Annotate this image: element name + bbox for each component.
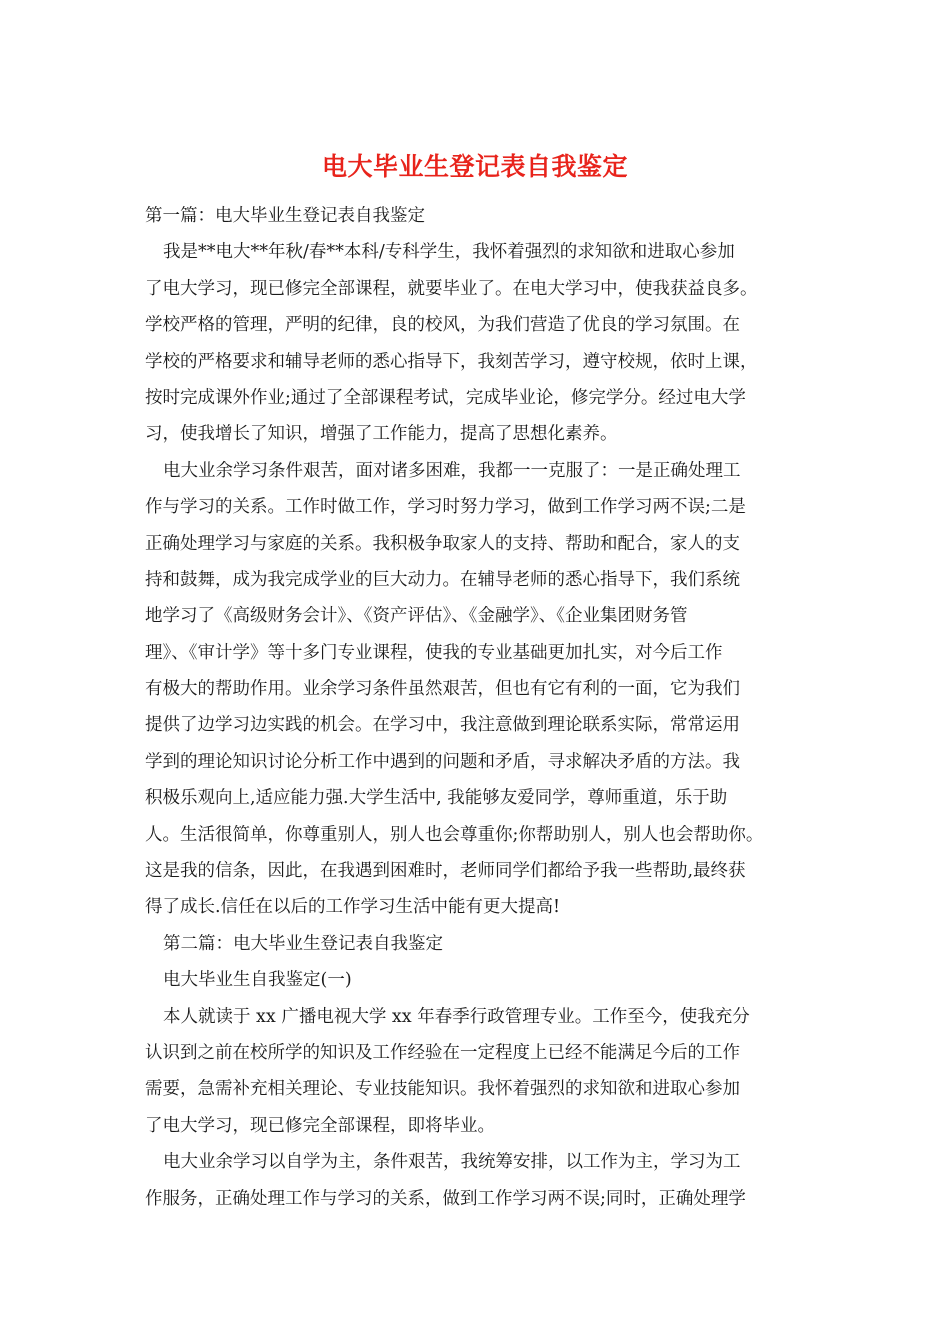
- text-line: 持和鼓舞，成为我完成学业的巨大动力。在辅导老师的悉心指导下，我们系统: [145, 569, 740, 590]
- text-line: 了电大学习，现已修完全部课程，就要毕业了。在电大学习中，使我获益良多。: [145, 278, 758, 299]
- text-line: 按时完成课外作业;通过了全部课程考试，完成毕业论，修完学分。经过电大学: [145, 387, 746, 408]
- text-line: 理》、《审计学》等十多门专业课程，使我的专业基础更加扎实，对今后工作: [145, 642, 723, 663]
- text-line: 需要，急需补充相关理论、专业技能知识。我怀着强烈的求知欲和进取心参加: [145, 1079, 740, 1100]
- text-line: 作服务，正确处理工作与学习的关系，做到工作学习两不误;同时，正确处理学: [145, 1188, 746, 1209]
- text-line: 第二篇：电大毕业生登记表自我鉴定: [163, 933, 443, 954]
- text-line: 认识到之前在校所学的知识及工作经验在一定程度上已经不能满足今后的工作: [145, 1042, 740, 1063]
- text-line: 了电大学习，现已修完全部课程，即将毕业。: [145, 1115, 495, 1136]
- text-line: 这是我的信条，因此，在我遇到困难时，老师同学们都给予我一些帮助,最终获: [145, 861, 746, 882]
- text-line: 提供了边学习边实践的机会。在学习中，我注意做到理论联系实际，常常运用: [145, 715, 740, 736]
- text-line: 正确处理学习与家庭的关系。我积极争取家人的支持、帮助和配合，家人的支: [145, 533, 740, 554]
- text-line: 学校严格的管理，严明的纪律，良的校风，为我们营造了优良的学习氛围。在: [145, 315, 740, 336]
- text-line: 第一篇：电大毕业生登记表自我鉴定: [145, 206, 425, 226]
- text-line: 地学习了《高级财务会计》、《资产评估》、《金融学》、《企业集团财务管: [145, 606, 688, 627]
- text-line: 学到的理论知识讨论分析工作中遇到的问题和矛盾，寻求解决矛盾的方法。我: [145, 751, 740, 772]
- text-line: 本人就读于 xx 广播电视大学 xx 年春季行政管理专业。工作至今，使我充分: [163, 1006, 750, 1027]
- document-body: [145, 198, 810, 1217]
- text-line: 学校的严格要求和辅导老师的悉心指导下，我刻苦学习，遵守校规，依时上课，: [145, 351, 758, 372]
- text-line: 电大毕业生自我鉴定(一): [163, 970, 352, 991]
- text-line: 人。生活很简单，你尊重别人，别人也会尊重你;你帮助别人，别人也会帮助你。: [145, 824, 764, 845]
- text-line: 有极大的帮助作用。业余学习条件虽然艰苦，但也有它有利的一面，它为我们: [145, 679, 740, 700]
- text-line: 电大业余学习条件艰苦，面对诸多困难，我都一一克服了：一是正确处理工: [163, 460, 741, 481]
- text-line: 习，使我增长了知识，增强了工作能力，提高了思想化素养。: [145, 424, 618, 445]
- text-line: 我是**电大**年秋/春**本科/专科学生，我怀着强烈的求知欲和进取心参加: [163, 242, 735, 263]
- text-line: 作与学习的关系。工作时做工作，学习时努力学习，做到工作学习两不误;二是: [145, 497, 746, 518]
- document-title: 电大毕业生登记表自我鉴定: [321, 152, 628, 181]
- text-line: 得了成长.信任在以后的工作学习生活中能有更大提高!: [145, 897, 561, 918]
- text-line: 电大业余学习以自学为主，条件艰苦，我统筹安排，以工作为主，学习为工: [163, 1152, 741, 1173]
- text-line: 积极乐观向上,适应能力强.大学生活中, 我能够友爱同学，尊师重道，乐于助: [145, 788, 728, 809]
